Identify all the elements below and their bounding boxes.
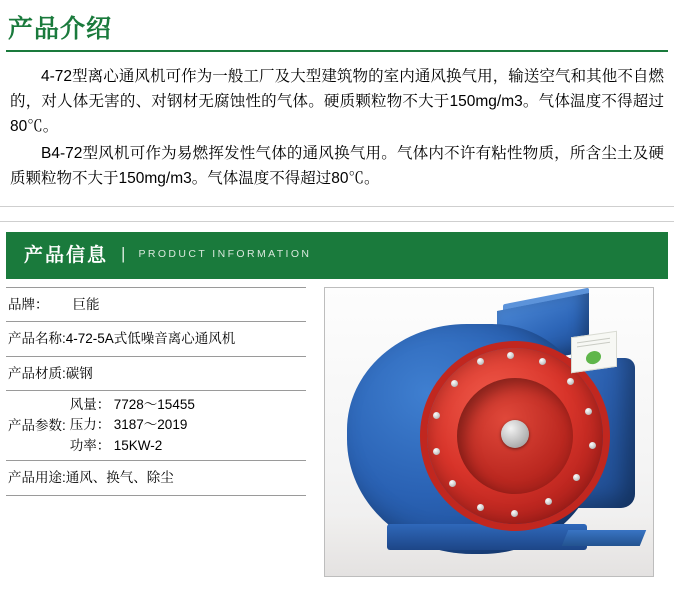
page-title: 产品介绍 xyxy=(8,15,113,43)
spec-label-name: 产品名称: xyxy=(8,331,66,347)
flange-bolt-icon xyxy=(539,358,546,365)
spec-name-cell xyxy=(6,322,306,357)
parameter-airflow-key: 风量： xyxy=(69,397,111,413)
spec-material-cell xyxy=(6,356,306,391)
flange-bolt-icon xyxy=(567,378,574,385)
fan-base-frame xyxy=(387,524,587,550)
product-photo-canvas xyxy=(325,288,653,576)
page-bottom-spacer xyxy=(0,577,674,585)
flange-bolt-icon xyxy=(449,480,456,487)
intro-paragraph-2: B4-72型风机可作为易燃挥发性气体的通风换气用。气体内不许有粘性物质，所含尘土及硬质颗粒物不大于150mg/m3。气体温度不得超过80℃。 xyxy=(10,145,664,188)
nameplate-label-icon xyxy=(571,330,617,372)
certification-mark-icon xyxy=(586,350,601,365)
spec-value-material: 碳钢 xyxy=(65,365,93,381)
flange-bolt-icon xyxy=(511,510,518,517)
spec-value-name: 4-72-5A式低噪音离心通风机 xyxy=(65,331,236,347)
introduction-text xyxy=(6,64,668,192)
spec-label-material: 产品材质: xyxy=(8,365,66,381)
product-information-title-cn: 产品信息 xyxy=(24,245,109,267)
flange-bolt-icon xyxy=(477,358,484,365)
flange-bolt-icon xyxy=(589,442,596,449)
product-introduction-section xyxy=(0,0,674,192)
spec-parameters-cell xyxy=(6,391,306,461)
intro-paragraph-1: 4-72型离心通风机可作为一般工厂及大型建筑物的室内通风换气用，输送空气和其他不自燃的，对人体无害的、对钢材无腐蚀性的气体。硬质颗粒物不大于150mg/m3。气体温度不得超过80℃。 xyxy=(10,68,664,136)
table-row xyxy=(6,460,306,495)
flange-bolt-icon xyxy=(477,504,484,511)
table-row xyxy=(6,287,306,322)
product-information-title-en: PRODUCT INFORMATION xyxy=(138,247,312,260)
parameter-power-value: 15KW-2 xyxy=(113,437,163,453)
flange-bolt-icon xyxy=(545,498,552,505)
spec-brand-cell xyxy=(6,287,306,322)
parameter-pressure-value: 3187～2019 xyxy=(113,417,188,433)
flange-bolt-icon xyxy=(507,352,514,359)
parameter-pressure-key: 压力： xyxy=(69,417,111,433)
table-row xyxy=(6,356,306,391)
table-row xyxy=(6,391,306,461)
product-information-body xyxy=(6,287,668,577)
spec-value-brand: 巨能 xyxy=(72,296,100,312)
table-row xyxy=(6,322,306,357)
spec-label-usage: 产品用途: xyxy=(8,469,66,485)
section-divider-band xyxy=(0,206,674,222)
parameter-pressure xyxy=(70,415,195,435)
parameter-power xyxy=(70,436,195,456)
parameter-airflow xyxy=(70,395,195,415)
product-photo xyxy=(324,287,654,577)
spec-label-brand: 品牌： xyxy=(8,296,49,312)
specification-table xyxy=(6,287,306,496)
fan-base-frame-rear xyxy=(562,530,646,546)
flange-bolt-icon xyxy=(451,380,458,387)
spec-label-parameters: 产品参数: xyxy=(8,417,66,433)
flange-bolt-icon xyxy=(573,474,580,481)
spec-value-usage: 通风、换气、除尘 xyxy=(65,469,174,485)
header-underline xyxy=(6,276,668,279)
title-divider xyxy=(6,50,668,52)
flange-bolt-icon xyxy=(433,448,440,455)
fan-impeller-hub xyxy=(501,420,529,448)
flange-bolt-icon xyxy=(585,408,592,415)
parameter-power-key: 功率： xyxy=(69,437,111,453)
header-separator: | xyxy=(121,243,126,263)
flange-bolt-icon xyxy=(433,412,440,419)
parameter-list xyxy=(66,395,195,456)
spec-usage-cell xyxy=(6,460,306,495)
product-information-header xyxy=(6,232,668,276)
parameter-airflow-value: 7728～15455 xyxy=(113,397,195,413)
